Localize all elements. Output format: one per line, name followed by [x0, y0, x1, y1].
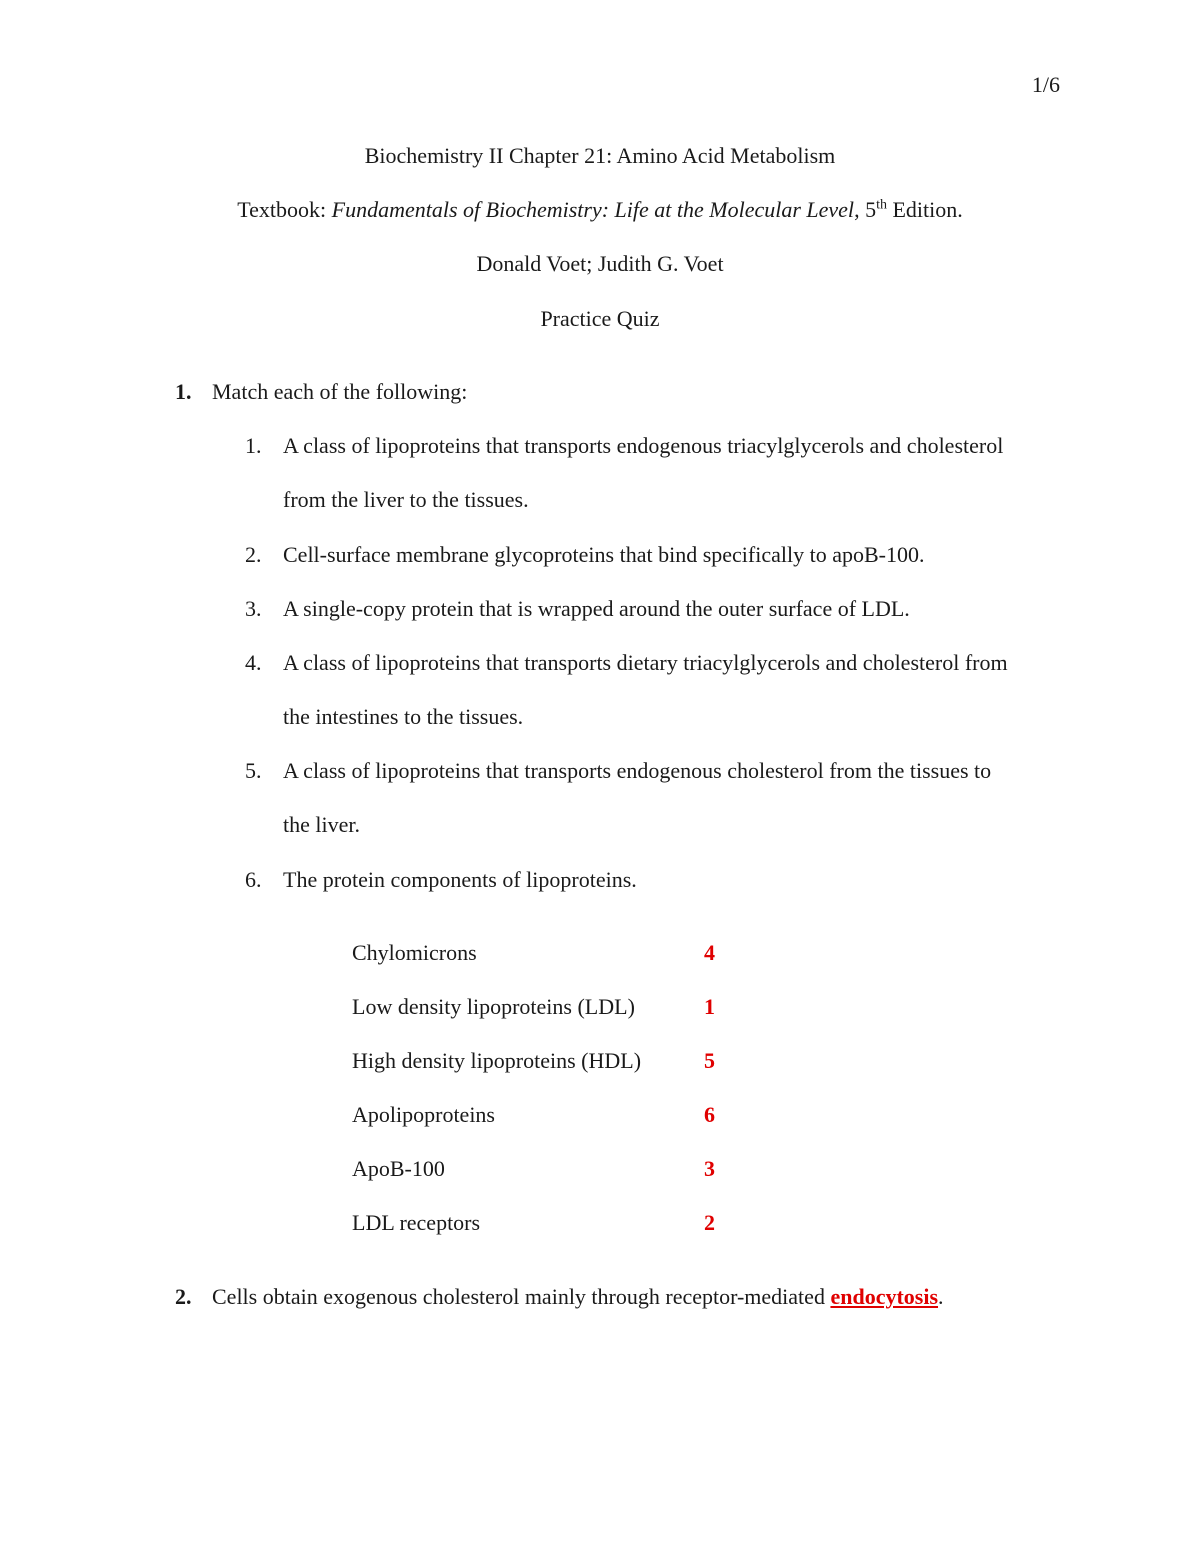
question-text-before: Cells obtain exogenous cholesterol mainly through receptor-mediated — [212, 1284, 831, 1309]
question-text — [212, 1284, 944, 1310]
quiz-label: Practice Quiz — [540, 306, 660, 331]
item-number: 5. — [245, 758, 262, 783]
match-answer: 4 — [704, 940, 715, 965]
match-answer: 5 — [704, 1048, 715, 1073]
textbook-title: Fundamentals of Biochemistry: Life at the Molecular Level — [331, 197, 855, 222]
match-answer: 2 — [704, 1210, 715, 1235]
item-number: 4. — [245, 650, 262, 675]
authors: Donald Voet; Judith G. Voet — [476, 251, 724, 276]
question-prompt: Match each of the following: — [212, 379, 468, 404]
match-term: LDL receptors — [352, 1210, 481, 1235]
item-text: A class of lipoproteins that transports dietary triacylglycerols and cholesterol from — [283, 650, 1008, 675]
match-answer: 3 — [704, 1156, 715, 1181]
match-term: Chylomicrons — [352, 940, 477, 965]
item-text-continued: the intestines to the tissues. — [283, 704, 524, 729]
textbook-line — [0, 197, 1200, 223]
item-text-continued: from the liver to the tissues. — [283, 487, 529, 512]
item-text: A single-copy protein that is wrapped around the outer surface of LDL. — [283, 596, 910, 621]
edition-sup: th — [876, 197, 887, 213]
match-term: Apolipoproteins — [352, 1102, 495, 1127]
match-answer: 6 — [704, 1102, 715, 1127]
question-text-after: . — [938, 1284, 944, 1309]
item-text: The protein components of lipoproteins. — [283, 867, 637, 892]
item-text-continued: the liver. — [283, 812, 360, 837]
answer-blank: endocytosis — [830, 1284, 939, 1309]
match-answer: 1 — [704, 994, 715, 1019]
question-number: 2. — [175, 1284, 192, 1309]
match-term: High density lipoproteins (HDL) — [352, 1048, 642, 1073]
item-number: 2. — [245, 542, 262, 567]
item-number: 3. — [245, 596, 262, 621]
textbook-prefix: Textbook: — [237, 197, 332, 222]
item-text: A class of lipoproteins that transports endogenous cholesterol from the tissues to — [283, 758, 992, 783]
item-text: A class of lipoproteins that transports endogenous triacylglycerols and cholesterol — [283, 433, 1004, 458]
item-text: Cell-surface membrane glycoproteins that bind specifically to apoB-100. — [283, 542, 925, 567]
question-number: 1. — [175, 379, 192, 404]
item-number: 1. — [245, 433, 262, 458]
page-number: 1/6 — [1031, 72, 1060, 97]
item-number: 6. — [245, 867, 262, 892]
document-title: Biochemistry II Chapter 21: Amino Acid Metabolism — [364, 143, 836, 168]
match-term: ApoB-100 — [352, 1156, 445, 1181]
edition-pre: , 5 — [854, 197, 877, 222]
match-term: Low density lipoproteins (LDL) — [352, 994, 635, 1019]
edition-post: Edition. — [886, 197, 963, 222]
